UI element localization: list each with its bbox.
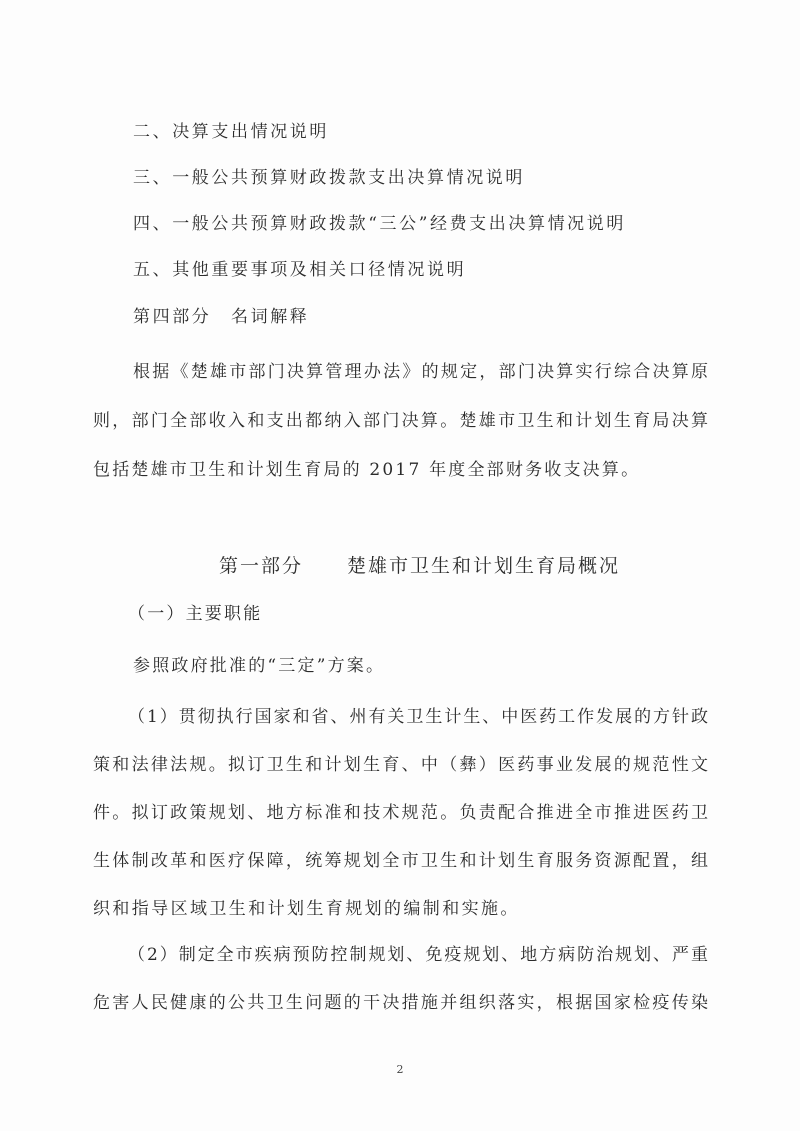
toc-item-4: 四、一般公共预算财政拨款“三公”经费支出决算情况说明 [133,214,626,234]
subheading-main-functions: （一）主要职能 [128,604,263,624]
item1-line-5: 织和指导区域卫生和计划生育规划的编制和实施。 [93,899,520,919]
item2-line-1: （2）制定全市疾病预防控制规划、免疫规划、地方病防治规划、严重 [128,945,708,965]
item1-line-2: 策和法律法规。拟订卫生和计划生育、中（彝）医药事业发展的规范性文 [93,755,708,775]
intro-line-2: 则，部门全部收入和支出都纳入部门决算。楚雄市卫生和计划生育局决算 [93,411,708,431]
toc-item-2: 二、决算支出情况说明 [133,122,329,142]
intro-line-3: 包括楚雄市卫生和计划生育局的 2017 年度全部财务收支决算。 [93,460,641,480]
item1-line-3: 件。拟订政策规划、地方标准和技术规范。负责配合推进全市推进医药卫 [93,803,708,823]
item1-line-1: （1）贯彻执行国家和省、州有关卫生计生、中医药工作发展的方针政 [128,707,708,727]
part-label: 第一部分 [219,555,304,577]
page-number: 2 [396,1063,404,1076]
item1-line-4: 生体制改革和医疗保障，统筹规划全市卫生和计划生育服务资源配置，组 [93,851,708,871]
part-title: 楚雄市卫生和计划生育局概况 [347,555,621,577]
toc-item-5: 五、其他重要事项及相关口径情况说明 [133,260,467,280]
toc-part-four: 第四部分 名词解释 [133,307,310,327]
intro-line-1: 根据《楚雄市部门决算管理办法》的规定，部门决算实行综合决算原 [133,362,708,382]
basis-paragraph: 参照政府批准的“三定”方案。 [133,656,386,676]
item2-line-2: 危害人民健康的公共卫生问题的干决措施并组织落实，根据国家检疫传染 [93,993,708,1013]
toc-item-3: 三、一般公共预算财政拨款支出决算情况说明 [133,168,525,188]
